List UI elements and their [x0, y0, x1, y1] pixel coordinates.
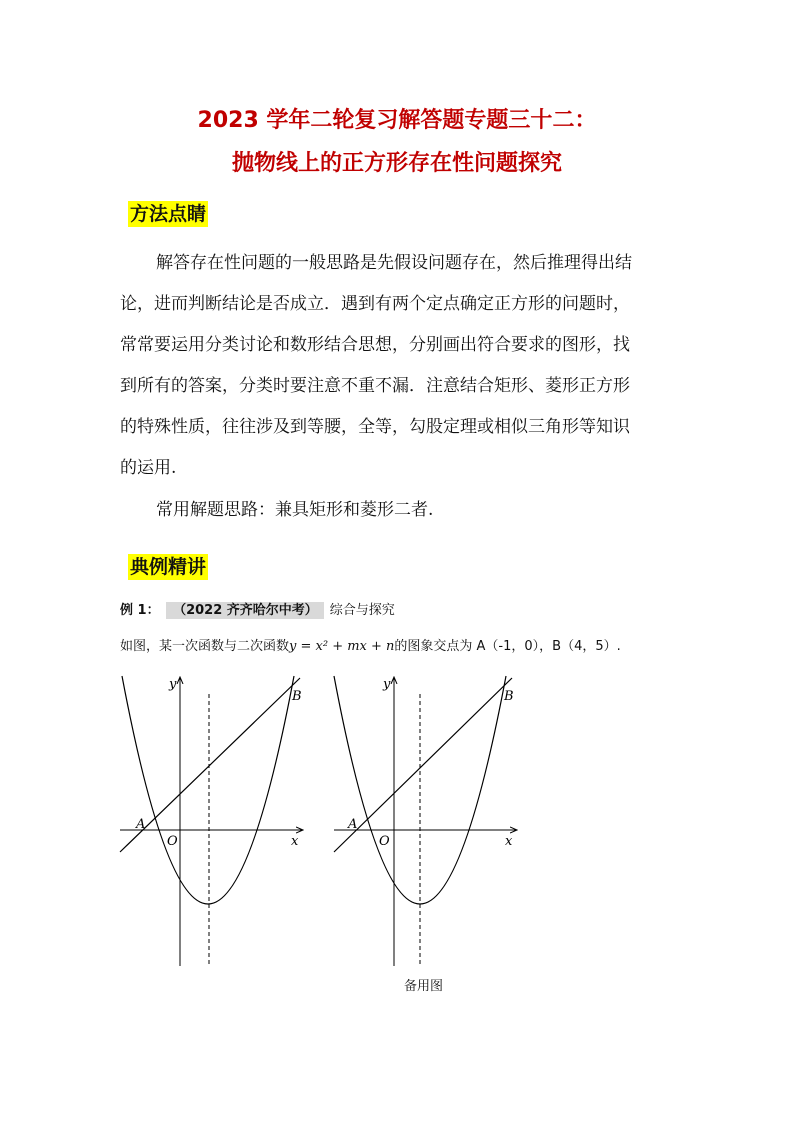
- x-axis-label: x: [291, 834, 299, 849]
- point-a-label: A: [136, 817, 146, 832]
- origin-label: O: [379, 834, 390, 849]
- method-line: 常常要运用分类讨论和数形结合思想，分别画出符合要求的图形，找: [120, 335, 630, 355]
- y-axis-label: y: [383, 677, 391, 692]
- example-1-problem: [120, 638, 621, 656]
- examples-heading: 典例精讲: [130, 556, 207, 578]
- linear-function-line: [120, 678, 300, 852]
- page-title-line1: 2023 学年二轮复习解答题专题三十二：: [197, 108, 597, 133]
- method-line: 的运用.: [120, 458, 177, 478]
- method-line: 解答存在性问题的一般思路是先假设问题存在，然后推理得出结: [156, 253, 632, 273]
- y-axis-label: y: [169, 677, 177, 692]
- method-tip-text: 常用解题思路：兼具矩形和菱形二者.: [156, 500, 434, 520]
- problem-text-after: 的图象交点为 A（-1，0），B（4，5）.: [394, 639, 621, 654]
- method-line: 到所有的答案，分类时要注意不重不漏．注意结合矩形、菱形正方形: [120, 376, 630, 396]
- point-b-label: B: [504, 689, 514, 704]
- method-paragraph: [120, 243, 680, 489]
- point-b-label: B: [292, 689, 302, 704]
- problem-text-before: 如图，某一次函数与二次函数: [120, 639, 290, 654]
- function-graph-main: [112, 672, 322, 972]
- method-tip: [120, 490, 680, 531]
- example-topic: 综合与探究: [329, 603, 395, 618]
- linear-function-line: [334, 678, 512, 852]
- figure-caption: 备用图: [404, 979, 444, 994]
- problem-formula: y = x² + mx + n: [289, 639, 395, 654]
- function-graph-backup: [326, 672, 536, 972]
- example-label: 例 1：: [120, 603, 160, 618]
- method-heading: 方法点睛: [130, 203, 207, 225]
- origin-label: O: [167, 834, 178, 849]
- method-line: 论，进而判断结论是否成立．遇到有两个定点确定正方形的问题时，: [120, 294, 630, 314]
- method-line: 的特殊性质，往往涉及到等腰，全等，勾股定理或相似三角形等知识: [120, 417, 630, 437]
- example-1-header: [120, 602, 395, 620]
- example-source: （2022 齐齐哈尔中考）: [166, 602, 324, 619]
- point-a-label: A: [348, 817, 358, 832]
- parabola: [122, 676, 294, 904]
- x-axis-label: x: [505, 834, 513, 849]
- page-title-line2: 抛物线上的正方形存在性问题探究: [231, 151, 562, 176]
